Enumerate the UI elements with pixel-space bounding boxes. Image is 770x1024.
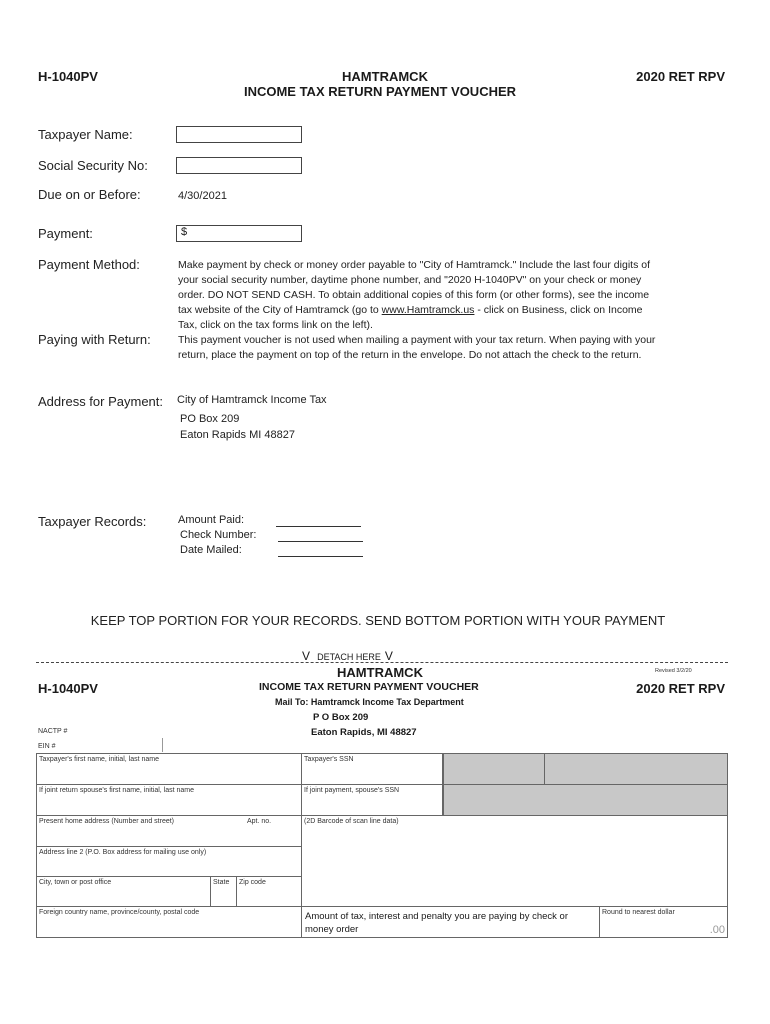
shaded-block-2 <box>544 753 728 785</box>
dollar-sign: $ <box>181 226 188 238</box>
city-cell[interactable] <box>36 876 211 907</box>
detach-here <box>302 649 393 663</box>
check-number-label: Check Number: <box>180 529 257 541</box>
return-line-2: return, place the payment on top of the return in the envelope. Do not attach the check to the return. <box>178 349 642 361</box>
address-line-2-cell-label: Address line 2 (P.O. Box address for mailing use only) <box>39 849 207 856</box>
method-line-4a: tax website of the City of Hamtramck (go to <box>178 304 382 316</box>
voucher-po-box: P O Box 209 <box>313 712 369 723</box>
home-address-cell-label: Present home address (Number and street) <box>39 818 175 825</box>
payment-label: Payment: <box>38 226 93 241</box>
voucher-city-state: Eaton Rapids, MI 48827 <box>311 727 417 738</box>
cents-label: .00 <box>709 924 725 936</box>
ssn-input[interactable] <box>176 157 302 174</box>
records-label: Taxpayer Records: <box>38 514 147 529</box>
ein-box-edge <box>162 738 163 752</box>
voucher-form-code: H-1040PV <box>38 681 98 696</box>
home-address-cell[interactable] <box>36 815 302 847</box>
return-label: Paying with Return: <box>38 332 151 347</box>
spouse-name-cell[interactable] <box>36 784 302 816</box>
address-line-2-cell[interactable] <box>36 846 302 877</box>
detach-arrow-left: V <box>302 649 311 663</box>
hamtramck-link[interactable]: www.Hamtramck.us <box>381 304 475 316</box>
amount-paid-label: Amount Paid: <box>178 514 245 526</box>
detach-line <box>36 662 728 663</box>
barcode-cell <box>301 815 728 907</box>
amount-paid-cell[interactable] <box>599 906 728 938</box>
spouse-name-cell-label: If joint return spouse's first name, initial, last name <box>39 787 195 794</box>
nactp-label: NACTP # <box>38 728 68 735</box>
zip-cell-label: Zip code <box>239 879 266 886</box>
method-line-5: Tax, click on the tax forms link on the left). <box>178 319 373 331</box>
date-mailed-line[interactable] <box>278 555 363 557</box>
method-label: Payment Method: <box>38 257 140 272</box>
state-cell[interactable] <box>210 876 237 907</box>
method-line-2: your social security number, daytime phone number, and "2020 H-1040PV" on your check or money <box>178 274 642 286</box>
payment-input[interactable] <box>176 225 302 242</box>
method-line-4 <box>178 303 708 318</box>
amount-desc-line-1: Amount of tax, interest and penalty you are paying by check or <box>305 911 568 922</box>
address-line-2: PO Box 209 <box>180 413 240 425</box>
year-code: 2020 RET RPV <box>636 69 725 84</box>
taxpayer-name-label: Taxpayer Name: <box>38 127 133 142</box>
amount-paid-line[interactable] <box>276 525 361 527</box>
method-line-4b: - click on Business, click on Income <box>474 304 643 316</box>
barcode-label: (2D Barcode of scan line data) <box>304 818 399 825</box>
mail-to: Mail To: Hamtramck Income Tax Department <box>275 697 464 707</box>
due-value: 4/30/2021 <box>178 190 227 202</box>
detach-text: DETACH HERE <box>317 652 381 662</box>
check-number-line[interactable] <box>278 540 363 542</box>
taxpayer-name-cell[interactable] <box>36 753 302 785</box>
return-line-1: This payment voucher is not used when mailing a payment with your tax return. When paying with your <box>178 334 656 346</box>
voucher-title: INCOME TAX RETURN PAYMENT VOUCHER <box>259 681 479 693</box>
voucher-year-code: 2020 RET RPV <box>636 681 725 696</box>
city-cell-label: City, town or post office <box>39 879 112 886</box>
zip-cell[interactable] <box>236 876 302 907</box>
taxpayer-name-cell-label: Taxpayer's first name, initial, last name <box>39 756 159 763</box>
foreign-address-cell[interactable] <box>36 906 302 938</box>
detach-arrow-right: V <box>384 649 393 663</box>
revised-note: Revised 3/2/20 <box>655 668 692 674</box>
round-note: Round to nearest dollar <box>602 909 675 916</box>
spouse-ssn-cell-label: If joint payment, spouse's SSN <box>304 787 400 794</box>
method-line-3: order. DO NOT SEND CASH. To obtain additional copies of this form (or other forms), see the income <box>178 289 650 301</box>
apt-label: Apt. no. <box>247 818 272 825</box>
shaded-block-3 <box>443 784 728 816</box>
ssn-label: Social Security No: <box>38 158 148 173</box>
shaded-block-1 <box>443 753 545 785</box>
amount-desc-line-2: money order <box>305 924 359 935</box>
header-title: INCOME TAX RETURN PAYMENT VOUCHER <box>243 84 517 99</box>
state-cell-label: State <box>213 879 230 886</box>
header-city: HAMTRAMCK <box>342 69 428 84</box>
form-code: H-1040PV <box>38 69 98 84</box>
due-label: Due on or Before: <box>38 187 141 202</box>
address-label: Address for Payment: <box>38 394 163 409</box>
spouse-ssn-cell[interactable] <box>301 784 443 816</box>
date-mailed-label: Date Mailed: <box>180 544 242 556</box>
method-text <box>178 258 708 363</box>
keep-notice: KEEP TOP PORTION FOR YOUR RECORDS. SEND BOTTOM PORTION WITH YOUR PAYMENT <box>90 613 666 628</box>
voucher-city: HAMTRAMCK <box>337 665 423 680</box>
method-line-1: Make payment by check or money order payable to "City of Hamtramck." Include the last four digits of <box>178 259 650 271</box>
taxpayer-ssn-cell[interactable] <box>301 753 443 785</box>
amount-desc-cell <box>301 906 600 938</box>
taxpayer-ssn-cell-label: Taxpayer's SSN <box>304 756 354 763</box>
ein-label: EIN # <box>38 743 56 750</box>
address-line-3: Eaton Rapids MI 48827 <box>180 429 295 441</box>
taxpayer-name-input[interactable] <box>176 126 302 143</box>
address-line-1: City of Hamtramck Income Tax <box>177 394 327 406</box>
foreign-address-cell-label: Foreign country name, province/county, postal code <box>39 909 200 916</box>
